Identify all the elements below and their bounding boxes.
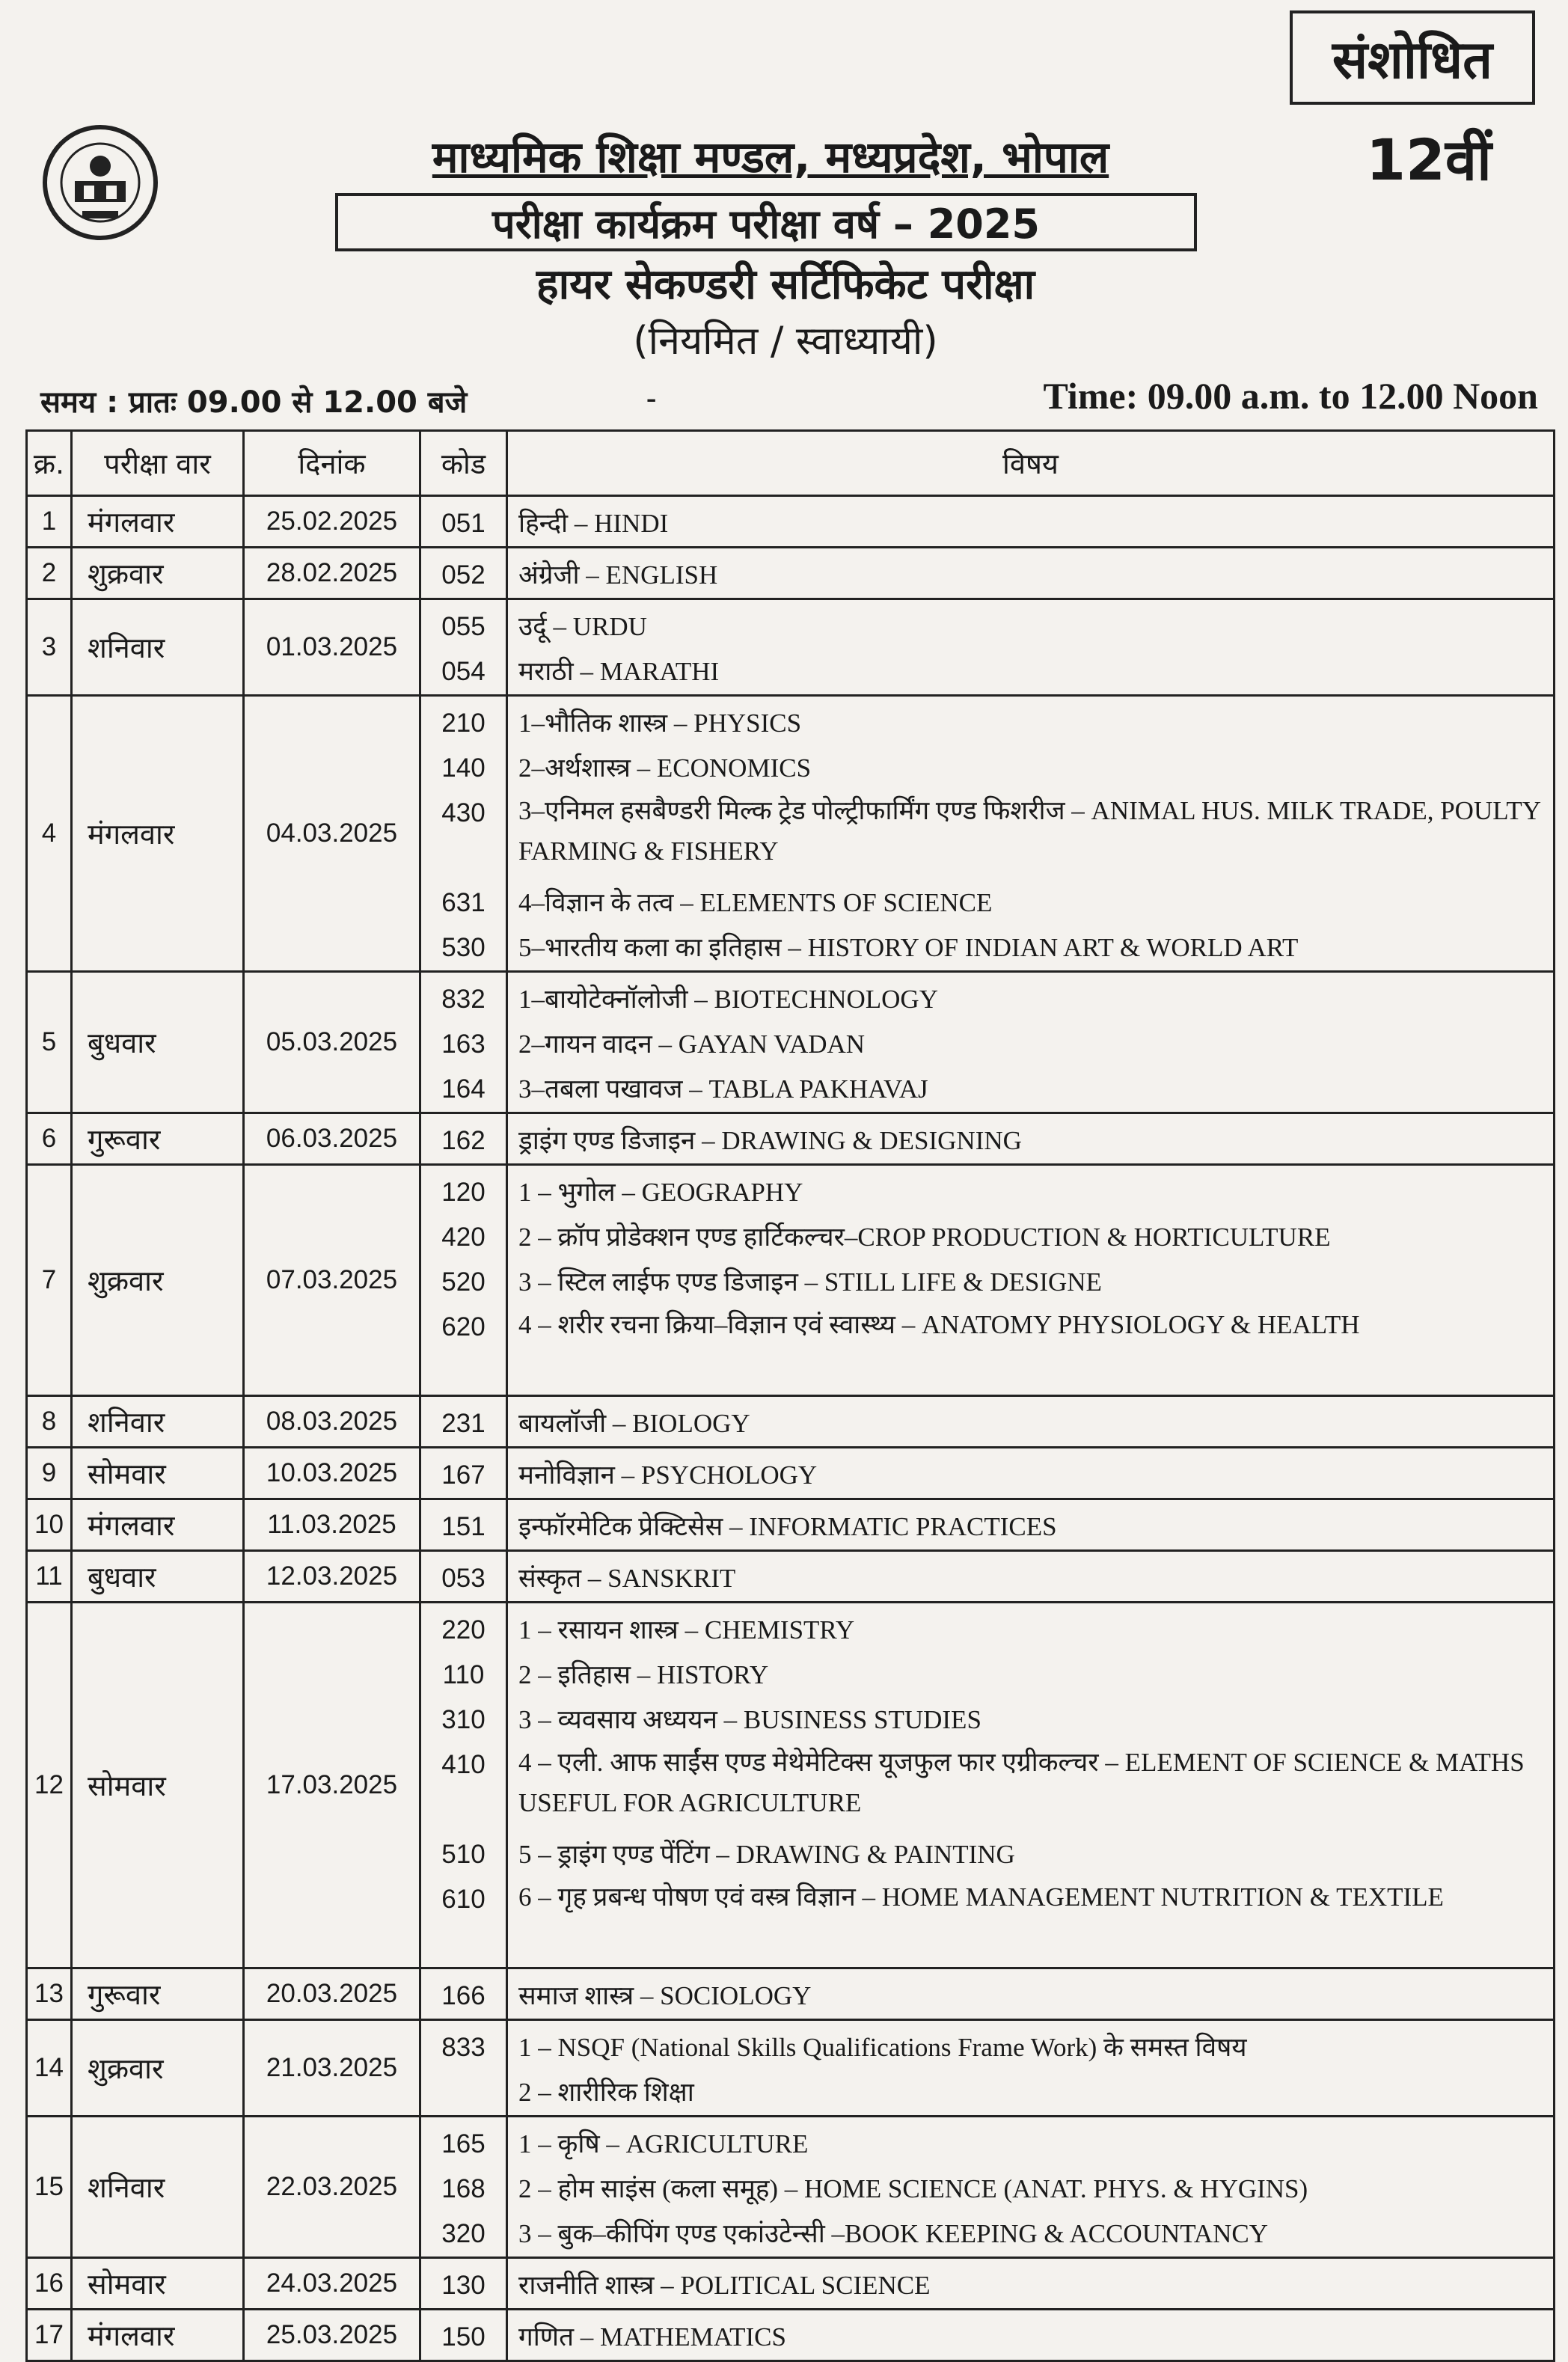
subject-code: 610	[441, 1885, 486, 1914]
row-codes	[420, 1499, 507, 1551]
subject-code: 320	[441, 2219, 486, 2248]
subject-name: 1 – कृषि – AGRICULTURE	[518, 2129, 809, 2158]
row-subjects	[507, 2310, 1555, 2361]
revised-stamp: संशोधित	[1290, 10, 1535, 105]
table-row	[27, 1448, 1555, 1499]
subject-code: 165	[441, 2129, 486, 2158]
subject-code: 420	[441, 1223, 486, 1252]
time-separator: -	[646, 381, 657, 414]
table-row	[27, 2258, 1555, 2310]
subject-name: 2 – शारीरिक शिक्षा	[518, 2078, 694, 2107]
row-serial: 1	[27, 496, 72, 548]
table-row	[27, 972, 1555, 1113]
header-subject: विषय	[507, 431, 1555, 496]
subject-code: 220	[441, 1615, 486, 1644]
row-codes	[420, 2117, 507, 2258]
row-serial: 8	[27, 1396, 72, 1448]
table-row	[27, 496, 1555, 548]
row-codes	[420, 972, 507, 1113]
row-date: 12.03.2025	[244, 1551, 420, 1603]
subject-code: 231	[441, 1409, 486, 1438]
subject-name: 2 – इतिहास – HISTORY	[518, 1660, 769, 1689]
row-date: 04.03.2025	[244, 696, 420, 972]
table-row	[27, 599, 1555, 696]
subject-code: 120	[441, 1178, 486, 1207]
subject-code: 130	[441, 2271, 486, 2300]
time-english: Time: 09.00 a.m. to 12.00 Noon	[1043, 375, 1538, 417]
row-day: शुक्रवार	[72, 548, 244, 599]
table-row	[27, 1396, 1555, 1448]
row-subjects	[507, 1499, 1555, 1551]
row-serial: 5	[27, 972, 72, 1113]
row-day: सोमवार	[72, 1603, 244, 1968]
row-codes	[420, 548, 507, 599]
subject-name: बायलॉजी – BIOLOGY	[518, 1409, 750, 1438]
row-date: 21.03.2025	[244, 2020, 420, 2117]
subject-name: 4 – एली. आफ साईंस एण्ड मेथेमेटिक्स यूजफुल फार एग्रीकल्चर – ELEMENT OF SCIENCE & MATHS USEFUL FOR AGRICULTURE	[518, 1748, 1525, 1817]
row-codes	[420, 2310, 507, 2361]
row-date: 01.03.2025	[244, 599, 420, 696]
row-subjects	[507, 1448, 1555, 1499]
subject-code: 832	[441, 985, 486, 1014]
row-day: गुरूवार	[72, 1968, 244, 2020]
exam-programme-title: परीक्षा कार्यक्रम परीक्षा वर्ष – 2025	[335, 193, 1197, 251]
row-subjects	[507, 548, 1555, 599]
row-date: 28.02.2025	[244, 548, 420, 599]
subject-code: 051	[441, 509, 486, 538]
row-date: 10.03.2025	[244, 1448, 420, 1499]
row-day: शुक्रवार	[72, 2020, 244, 2117]
subject-name: 2 – क्रॉप प्रोडेक्शन एण्ड हार्टिकल्चर–CROP PRODUCTION & HORTICULTURE	[518, 1223, 1331, 1252]
row-codes	[420, 2258, 507, 2310]
subject-code: 620	[441, 1312, 486, 1341]
row-date: 07.03.2025	[244, 1165, 420, 1396]
row-subjects	[507, 496, 1555, 548]
table-row	[27, 548, 1555, 599]
row-codes	[420, 1448, 507, 1499]
row-subjects	[507, 1165, 1555, 1396]
row-serial: 16	[27, 2258, 72, 2310]
subject-code: 168	[441, 2174, 486, 2203]
row-codes	[420, 1165, 507, 1396]
subject-name: हिन्दी – HINDI	[518, 509, 669, 538]
subject-name: समाज शास्त्र – SOCIOLOGY	[518, 1981, 812, 2010]
row-codes	[420, 1113, 507, 1165]
exam-type: (नियमित / स्वाध्यायी)	[633, 319, 938, 364]
subject-name: 3–तबला पखावज – TABLA PAKHAVAJ	[518, 1074, 928, 1104]
row-date: 17.03.2025	[244, 1603, 420, 1968]
subject-code: 410	[441, 1750, 486, 1779]
row-day: बुधवार	[72, 972, 244, 1113]
board-name: माध्यमिक शिक्षा मण्डल, मध्यप्रदेश, भोपाल	[432, 132, 1109, 183]
subject-code: 167	[441, 1460, 486, 1490]
row-subjects	[507, 599, 1555, 696]
subject-code: 166	[441, 1981, 486, 2010]
row-serial: 4	[27, 696, 72, 972]
subject-name: मराठी – MARATHI	[518, 657, 720, 686]
row-codes	[420, 2020, 507, 2117]
subject-code: 140	[441, 753, 486, 783]
row-day: सोमवार	[72, 2258, 244, 2310]
header-date: दिनांक	[244, 431, 420, 496]
subject-code: 833	[441, 2033, 486, 2062]
row-date: 25.03.2025	[244, 2310, 420, 2361]
subject-name: 2–अर्थशास्त्र – ECONOMICS	[518, 753, 812, 783]
row-day: शनिवार	[72, 599, 244, 696]
row-serial: 17	[27, 2310, 72, 2361]
row-serial: 12	[27, 1603, 72, 1968]
row-subjects	[507, 2020, 1555, 2117]
subject-name: 2–गायन वादन – GAYAN VADAN	[518, 1029, 866, 1059]
row-serial: 11	[27, 1551, 72, 1603]
table-row	[27, 1551, 1555, 1603]
row-subjects	[507, 696, 1555, 972]
table-row	[27, 1113, 1555, 1165]
row-date: 06.03.2025	[244, 1113, 420, 1165]
class-label: 12वीं	[1366, 126, 1492, 193]
row-codes	[420, 1396, 507, 1448]
subject-name: 1 – NSQF (National Skills Qualifications Frame Work) के समस्त विषय	[518, 2033, 1247, 2062]
subject-name: उर्दू – URDU	[518, 612, 647, 641]
subject-code: 164	[441, 1074, 486, 1104]
row-day: शनिवार	[72, 2117, 244, 2258]
header-day: परीक्षा वार	[72, 431, 244, 496]
row-subjects	[507, 972, 1555, 1113]
row-serial: 3	[27, 599, 72, 696]
subject-code: 510	[441, 1840, 486, 1869]
subject-code: 151	[441, 1512, 486, 1541]
subject-code: 631	[441, 888, 486, 917]
row-serial: 7	[27, 1165, 72, 1396]
row-serial: 9	[27, 1448, 72, 1499]
row-serial: 6	[27, 1113, 72, 1165]
subject-code: 310	[441, 1705, 486, 1734]
table-row	[27, 696, 1555, 972]
row-serial: 13	[27, 1968, 72, 2020]
header-serial: क्र.	[27, 431, 72, 496]
subject-name: मनोविज्ञान – PSYCHOLOGY	[518, 1460, 818, 1490]
subject-code: 162	[441, 1126, 486, 1155]
row-date: 08.03.2025	[244, 1396, 420, 1448]
time-hindi: समय : प्रातः 09.00 से 12.00 बजे	[40, 385, 468, 420]
row-serial: 2	[27, 548, 72, 599]
subject-code: 430	[441, 798, 486, 827]
subject-name: 1 – भुगोल – GEOGRAPHY	[518, 1178, 803, 1207]
table-row	[27, 2117, 1555, 2258]
row-day: मंगलवार	[72, 1499, 244, 1551]
subject-code: 530	[441, 933, 486, 962]
header-code: कोड	[420, 431, 507, 496]
row-day: शुक्रवार	[72, 1165, 244, 1396]
subject-name: इन्फॉरमेटिक प्रेक्टिसेस – INFORMATIC PRACTICES	[518, 1512, 1057, 1541]
subject-name: ड्राइंग एण्ड डिजाइन – DRAWING & DESIGNING	[518, 1126, 1022, 1155]
subject-code: 110	[442, 1660, 485, 1689]
subject-name: 3 – स्टिल लाईफ एण्ड डिजाइन – STILL LIFE & DESIGNE	[518, 1267, 1102, 1297]
subject-name: 3–एनिमल हसबैण्डरी मिल्क ट्रेड पोल्ट्रीफार्मिंग एण्ड फिशरीज – ANIMAL HUS. MILK TRADE, POULTY FARMING & FISHERY	[518, 796, 1540, 866]
row-codes	[420, 1603, 507, 1968]
row-subjects	[507, 2117, 1555, 2258]
subject-name: 1–भौतिक शास्त्र – PHYSICS	[518, 709, 802, 738]
row-date: 05.03.2025	[244, 972, 420, 1113]
row-codes	[420, 496, 507, 548]
row-date: 20.03.2025	[244, 1968, 420, 2020]
subject-name: 4 – शरीर रचना क्रिया–विज्ञान एवं स्वास्थ्य – ANATOMY PHYSIOLOGY & HEALTH	[518, 1310, 1360, 1339]
row-codes	[420, 1551, 507, 1603]
row-day: मंगलवार	[72, 2310, 244, 2361]
subject-name: 5–भारतीय कला का इतिहास – HISTORY OF INDIAN ART & WORLD ART	[518, 933, 1299, 962]
row-day: मंगलवार	[72, 696, 244, 972]
subject-name: संस्कृत – SANSKRIT	[518, 1564, 736, 1593]
subject-code: 055	[441, 612, 486, 641]
table-row	[27, 2310, 1555, 2361]
table-header-row	[27, 431, 1555, 496]
row-date: 11.03.2025	[244, 1499, 420, 1551]
table-row	[27, 2020, 1555, 2117]
row-day: मंगलवार	[72, 496, 244, 548]
row-codes	[420, 696, 507, 972]
exam-name: हायर सेकण्डरी सर्टिफिकेट परीक्षा	[536, 260, 1035, 309]
row-date: 24.03.2025	[244, 2258, 420, 2310]
row-serial: 14	[27, 2020, 72, 2117]
subject-code: 150	[441, 2322, 486, 2352]
row-date: 25.02.2025	[244, 496, 420, 548]
row-day: सोमवार	[72, 1448, 244, 1499]
subject-name: 6 – गृह प्रबन्ध पोषण एवं वस्त्र विज्ञान – HOME MANAGEMENT NUTRITION & TEXTILE	[518, 1882, 1444, 1912]
row-date: 22.03.2025	[244, 2117, 420, 2258]
subject-name: 3 – बुक–कीपिंग एण्ड एकांउटेन्सी –BOOK KEEPING & ACCOUNTANCY	[518, 2219, 1268, 2248]
table-row	[27, 1165, 1555, 1396]
row-serial: 15	[27, 2117, 72, 2258]
board-logo-icon	[40, 123, 160, 242]
row-codes	[420, 599, 507, 696]
timetable	[25, 429, 1555, 2362]
subject-name: 4–विज्ञान के तत्व – ELEMENTS OF SCIENCE	[518, 888, 993, 917]
row-subjects	[507, 1113, 1555, 1165]
subject-code	[421, 2070, 506, 2115]
subject-name: 1–बायोटेक्नॉलोजी – BIOTECHNOLOGY	[518, 985, 938, 1014]
table-row	[27, 1968, 1555, 2020]
subject-code: 163	[441, 1029, 486, 1059]
subject-code: 052	[441, 560, 486, 590]
table-row	[27, 1603, 1555, 1968]
row-subjects	[507, 1551, 1555, 1603]
subject-name: गणित – MATHEMATICS	[518, 2322, 786, 2352]
subject-code: 210	[441, 709, 486, 738]
subject-name: अंग्रेजी – ENGLISH	[518, 560, 718, 590]
table-row	[27, 1499, 1555, 1551]
row-day: शनिवार	[72, 1396, 244, 1448]
row-serial: 10	[27, 1499, 72, 1551]
row-subjects	[507, 1396, 1555, 1448]
subject-name: 5 – ड्राइंग एण्ड पेंटिंग – DRAWING & PAINTING	[518, 1840, 1015, 1869]
subject-name: राजनीति शास्त्र – POLITICAL SCIENCE	[518, 2271, 931, 2300]
row-subjects	[507, 2258, 1555, 2310]
subject-code: 520	[441, 1267, 486, 1297]
row-day: गुरूवार	[72, 1113, 244, 1165]
row-subjects	[507, 1603, 1555, 1968]
subject-code: 054	[441, 657, 486, 686]
row-day: बुधवार	[72, 1551, 244, 1603]
row-subjects	[507, 1968, 1555, 2020]
row-codes	[420, 1968, 507, 2020]
subject-name: 2 – होम साइंस (कला समूह) – HOME SCIENCE (ANAT. PHYS. & HYGINS)	[518, 2174, 1308, 2203]
subject-code: 053	[441, 1564, 486, 1593]
subject-name: 3 – व्यवसाय अध्ययन – BUSINESS STUDIES	[518, 1705, 981, 1734]
subject-name: 1 – रसायन शास्त्र – CHEMISTRY	[518, 1615, 855, 1644]
